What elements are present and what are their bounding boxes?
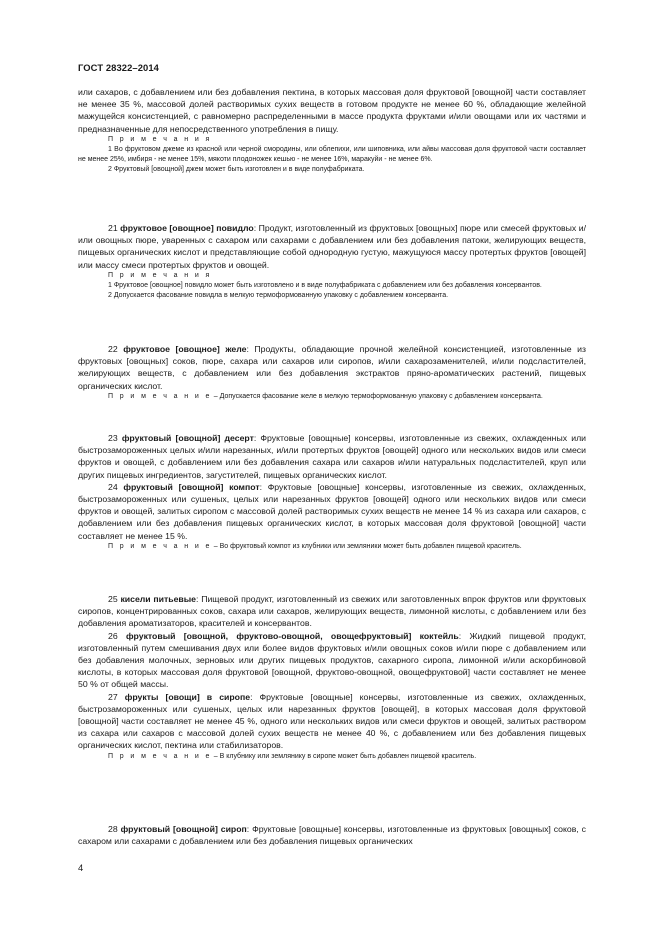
term-27-note — [78, 752, 586, 762]
term-28-definition: : Фруктовые [овощные] консервы, изготовленные из фруктовых [овощных] соков, с сахаром или сахарами с добавлением или без добавления пищевых органических — [78, 824, 587, 847]
term-22-number: 22 — [108, 344, 118, 354]
notes-label — [78, 271, 586, 281]
term-28-block — [78, 823, 586, 847]
term-22-note — [78, 392, 586, 402]
term-28-paragraph — [78, 823, 586, 847]
term-22-title: фруктовое [овощное] желе — [123, 344, 247, 354]
term-23-number: 23 — [108, 433, 118, 443]
term-25-paragraph — [78, 593, 586, 630]
term-24-note-text: – Во фруктовый компот из клубники или земляники может быть добавлен пищевой краситель. — [211, 542, 522, 550]
notes-label-text: П р и м е ч а н и я — [108, 271, 212, 279]
term-23-paragraph — [78, 432, 586, 481]
notes-label — [78, 135, 586, 145]
term-21-block — [78, 222, 586, 301]
notes-label-text: П р и м е ч а н и я — [108, 135, 212, 143]
term-22-block — [78, 343, 586, 402]
term-24-number: 24 — [108, 481, 118, 492]
term-28-number: 28 — [108, 824, 118, 834]
term-24-definition: : Фруктовые [овощные] консервы, изготовленные из свежих, охлажденных, быстрозамороженных или сушеных, целых или нарезанных фруктов [овощей] одного или нескольких видов или смеси фруктов и овощей, залитых сиропом с массовой долей растворимых сухих веществ не менее 14 % из сахара или сахаров, с добавлением или без добавления пищевых органических кислот, в которых массовая доля фруктовой [овощной] части составляет не менее 15 %. — [78, 481, 586, 541]
term-25-definition: : Пищевой продукт, изготовленный из свежих или заготовленных впрок фруктов или фруктовых сиропов, концентрированных соков, сахара или сахаров, желирующих веществ, лимонной кислоты, с добавлением или без добавления ароматизаторов, красителей и консервантов. — [78, 594, 586, 629]
term-23-title: фруктовый [овощной] десерт — [121, 433, 254, 443]
document-page — [78, 0, 586, 936]
term-27-note-text: – В клубнику или землянику в сиропе может быть добавлен пищевой краситель. — [211, 752, 477, 760]
term-21-number: 21 — [108, 223, 118, 233]
term-28-title: фруктовый [овощной] сироп — [120, 824, 247, 834]
term-26-title: фруктовый [овощной, фруктово-овощной, овощефруктовый] коктейль — [125, 630, 459, 641]
term-24-paragraph — [78, 481, 586, 542]
term-25-number: 25 — [108, 594, 118, 604]
term-21-definition: : Продукт, изготовленный из фруктовых [овощных] пюре или смесей фруктовых и/или овощных пюре, уваренных с сахаром или сахарами с добавлением или без добавления патоки, желирующих веществ, пищевых органических кислот и представляющие собой однородную густую, мажущуюся массу протертых фруктов [овощей] или массу смеси протертых фруктов и овощей. — [78, 223, 586, 270]
page-number: 4 — [78, 862, 84, 873]
intro-note-1: 1 Во фруктовом джеме из красной или черной смородины, или облепихи, или шиповника, или айвы массовая доля фруктовой части составляет не менее 25%, имбиря - не менее 15%, мякоти плодоножек кешью - не менее 16%, маракуйи - не менее 6%. — [78, 146, 586, 164]
term-27-number: 27 — [108, 691, 118, 702]
term-26-definition: : Жидкий пищевой продукт, изготовленный путем смешивания двух или более видов фруктовых и/или овощных соков и/или пюре с добавлением или без добавления молочных, зерновых или других пищевых продуктов, сахарного сиропа, лимонной и/или аскорбиновой кислоты, в которых массовая доля фруктовой [овощной, фруктово-овощной, овощефруктовой] части составляет не менее 50 % от общей массы. — [78, 630, 586, 690]
term-21-paragraph — [78, 222, 586, 271]
term-25-block — [78, 593, 586, 762]
term-27-definition: : Фруктовые [овощные] консервы, изготовленные из свежих, охлажденных, быстрозамороженных или сушеных, целых или нарезанных фруктов [овощей], в которых массовая доля фруктовой [овощной] части составляет не менее 45 %, одного или нескольких видов или смеси фруктов и овощей, залитых раствором из сахара или сахаров с массовой долей сухих веществ не менее 40 %, с добавлением или без добавления пищевых органических кислот, пектина или стабилизаторов. — [78, 691, 586, 751]
term-24-title: фруктовый [овощной] компот — [123, 481, 260, 492]
note-label-text: П р и м е ч а н и е — [108, 752, 212, 760]
term-25-title: кисели питьевые — [120, 594, 197, 604]
term-21-note-1: 1 Фруктовое [овощное] повидло может быть изготовлено и в виде полуфабриката с добавлением или без добавления консервантов. — [108, 282, 542, 290]
document-header: ГОСТ 28322–2014 — [78, 62, 159, 73]
note-label-text: П р и м е ч а н и е — [108, 542, 212, 550]
term-21-title: фруктовое [овощное] повидло — [120, 223, 254, 233]
intro-note-2: 2 Фруктовый [овощной] джем может быть изготовлен и в виде полуфабриката. — [108, 166, 365, 174]
note-label-text: П р и м е ч а н и е — [108, 392, 212, 400]
term-22-definition: : Продукты, обладающие прочной желейной консистенцией, изготовленные из фруктовых [овощных] соков, пюре, сахара или сахаров или сиропов, и/или сахарозаменителей, и/или подсластителей, желирующих веществ, с добавлением или без добавления экстрактов пряно-ароматических растений, пищевых органических кислот. — [78, 344, 586, 391]
term-24-note — [78, 542, 586, 552]
intro-block — [78, 86, 586, 176]
term-27-paragraph — [78, 691, 586, 752]
term-22-note-text: – Допускается фасование желе в мелкую термоформованную упаковку с добавлением консерванта. — [211, 392, 543, 400]
intro-paragraph: или сахаров, с добавлением или без добавления пектина, в которых массовая доля фруктовой [овощной] части составляет не менее 35 %, массовой долей растворимых сухих веществ в готовом продукте не менее 60 %, обладающие желейной мажущейся консистенцией, с равномерно распределенными в массе продукта фруктами и/или овощами или их частями и предназначенные для непосредственного употребления в пищу. — [78, 87, 586, 134]
term-23-definition: : Фруктовые [овощные] консервы, изготовленные из свежих, охлажденных или быстрозамороженных целых и/или нарезанных, и/или протертых фруктов [овощей] одного или нескольких видов или смеси фруктов и овощей, с добавлением или без добавления сахара или сахаров и/или натуральных подсластителей, круп или других пищевых ингредиентов, загустителей, пищевых органических кислот. — [78, 433, 586, 480]
term-23-block — [78, 432, 586, 552]
term-26-number: 26 — [108, 630, 118, 641]
term-22-paragraph — [78, 343, 586, 392]
term-26-paragraph — [78, 630, 586, 691]
term-27-title: фрукты [овощи] в сиропе — [124, 691, 251, 702]
term-21-note-2: 2 Допускается фасование повидла в мелкую термоформованную упаковку с добавлением консерванта. — [108, 292, 449, 300]
